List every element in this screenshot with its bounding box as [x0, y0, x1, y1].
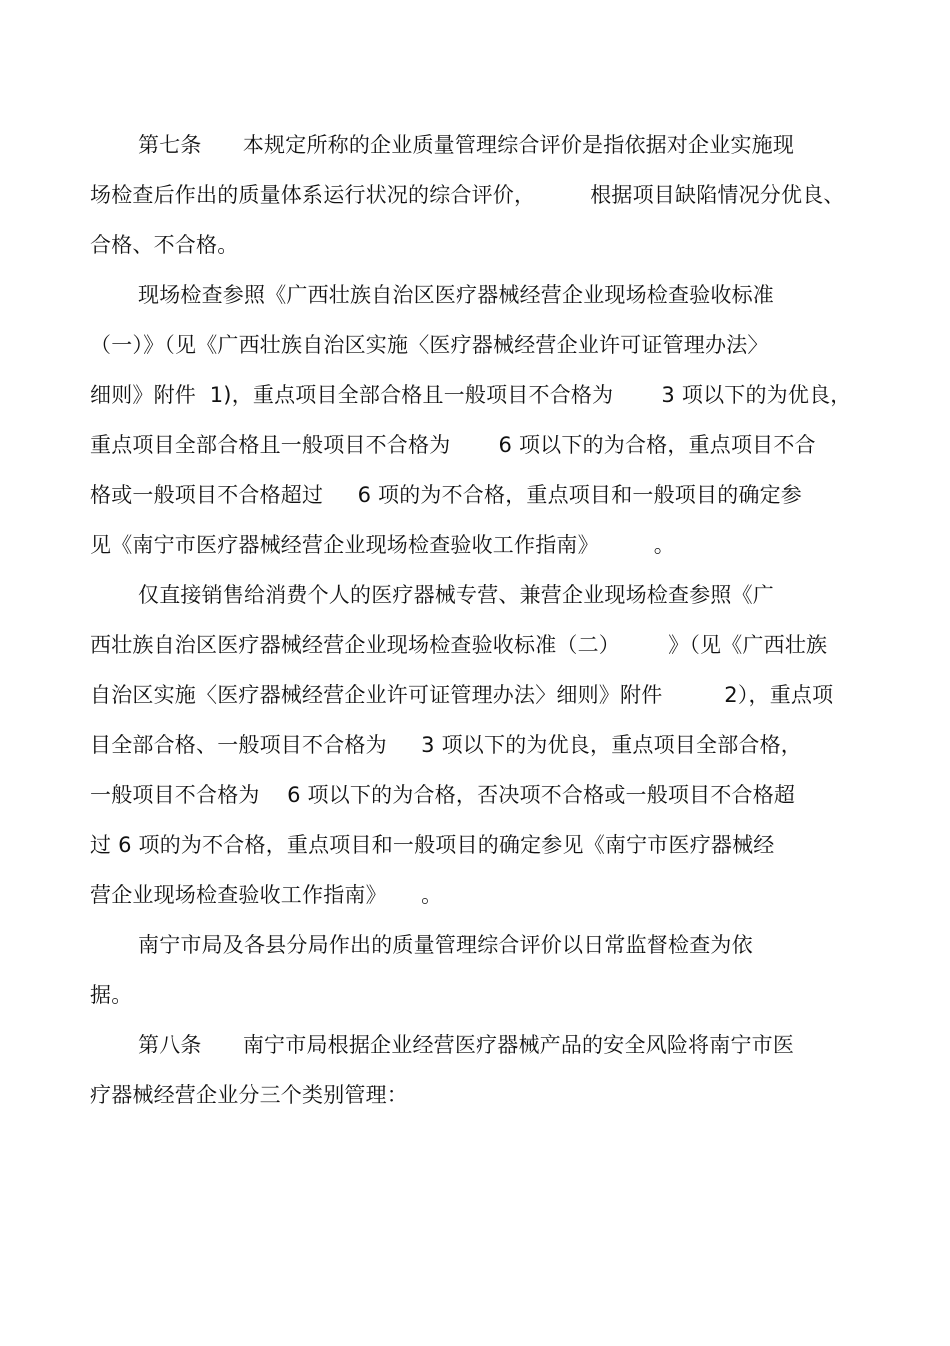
paragraph-retail-line-5: 一般项目不合格为 6 项以下的为合格，否决项不合格或一般项目不合格超 [90, 783, 796, 807]
paragraph-evaluation-basis-line-2: 据。 [90, 983, 133, 1007]
paragraph-retail-line-1: 仅直接销售给消费个人的医疗器械专营、兼营企业现场检查参照《广 [138, 583, 774, 607]
paragraph-evaluation-basis-line-1: 南宁市局及各县分局作出的质量管理综合评价以日常监督检查为依 [138, 933, 753, 957]
paragraph-retail-line-4: 目全部合格、一般项目不合格为 3 项以下的为优良，重点项目全部合格， [90, 733, 803, 757]
paragraph-inspection-line-6: 见《南宁市医疗器械经营企业现场检查验收工作指南》 。 [90, 533, 675, 557]
paragraph-article-8-line-2: 疗器械经营企业分三个类别管理： [90, 1083, 408, 1107]
paragraph-inspection-line-3: 细则》附件 1)，重点项目全部合格且一般项目不合格为 3 项以下的为优良， [90, 383, 852, 407]
paragraph-inspection-line-5: 格或一般项目不合格超过 6 项的为不合格，重点项目和一般项目的确定参 [90, 483, 803, 507]
paragraph-retail-line-2: 西壮族自治区医疗器械经营企业现场检查验收标准（二） 》（见《广西壮族 [90, 633, 828, 657]
paragraph-article-8-line-1: 第八条 南宁市局根据企业经营医疗器械产品的安全风险将南宁市医 [138, 1033, 795, 1057]
paragraph-inspection-line-2: （一）》（见《广西壮族自治区实施〈医疗器械经营企业许可证管理办法〉 [90, 333, 769, 357]
paragraph-retail-line-3: 自治区实施〈医疗器械经营企业许可证管理办法〉细则》附件 2），重点项 [90, 683, 834, 707]
paragraph-article-7-line-1: 第七条 本规定所称的企业质量管理综合评价是指依据对企业实施现 [138, 133, 795, 157]
paragraph-retail-line-7: 营企业现场检查验收工作指南》 。 [90, 883, 443, 907]
paragraph-inspection-line-1: 现场检查参照《广西壮族自治区医疗器械经营企业现场检查验收标准 [138, 283, 774, 307]
paragraph-article-7-line-3: 合格、不合格。 [90, 233, 239, 257]
paragraph-inspection-line-4: 重点项目全部合格且一般项目不合格为 6 项以下的为合格，重点项目不合 [90, 433, 816, 457]
paragraph-retail-line-6: 过 6 项的为不合格，重点项目和一般项目的确定参见《南宁市医疗器械经 [90, 833, 775, 857]
paragraph-article-7-line-2: 场检查后作出的质量体系运行状况的综合评价， 根据项目缺陷情况分优良、 [90, 183, 845, 207]
